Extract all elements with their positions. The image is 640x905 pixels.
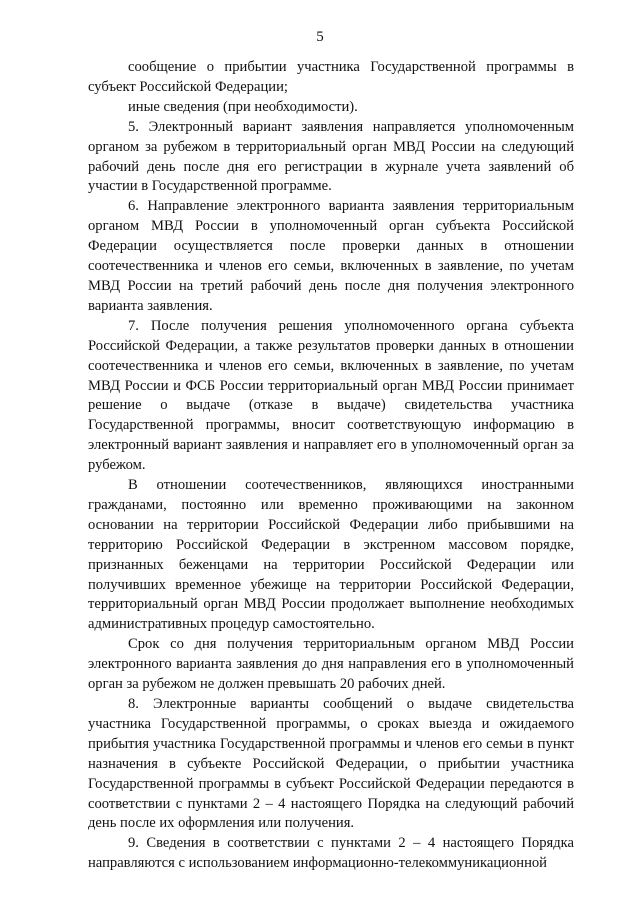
paragraph: 5. Электронный вариант заявления направляется уполномоченным органом за рубежом в территориальный орган МВД России на следующий рабочий день после дня его регистрации в журнале учета заявлений об участии в Государственной программе. [88, 118, 574, 195]
paragraph: иные сведения (при необходимости). [128, 98, 358, 115]
paragraph: 6. Направление электронного варианта заявления территориальным органом МВД России в уполномоченный орган субъекта Российской Федерации осуществляется после проверки данных в отношении соотечественника и членов его семьи, включенных в заявление, по учетам МВД России на третий рабочий день после дня получения электронного варианта заявления. [88, 198, 574, 314]
document-body [88, 58, 574, 874]
paragraph: сообщение о прибытии участника Государственной программы в субъект Российской Федерации; [88, 59, 574, 95]
paragraph: 7. После получения решения уполномоченного органа субъекта Российской Федерации, а также результатов проверки данных в отношении соотечественника и членов его семьи, включенных в заявление, по учетам МВД России и ФСБ России территориальный орган МВД России принимает решение о выдаче (отказе в выдаче) свидетельства участника Государственной программы, вносит соответствующую информацию в электронный вариант заявления и направляет его в уполномоченный орган за рубежом. [88, 317, 574, 474]
paragraph: В отношении соотечественников, являющихся иностранными гражданами, постоянно или временно проживающими на законном основании на территории Российской Федерации либо прибывшими на территорию Российской Федерации в экстренном массовом порядке, признанных беженцами на территории Российской Федерации или получивших временное убежище на территории Российской Федерации, территориальный орган МВД России продолжает выполнение необходимых административных процедур самостоятельно. [88, 477, 574, 633]
paragraph: 9. Сведения в соответствии с пунктами 2 – 4 настоящего Порядка направляются с использованием информационно-телекоммуникационной [88, 835, 574, 872]
paragraph: Срок со дня получения территориальным органом МВД России электронного варианта заявления до дня направления его в уполномоченный орган за рубежом не должен превышать 20 рабочих дней. [88, 636, 574, 693]
page-number: 5 [316, 29, 324, 45]
paragraph: 8. Электронные варианты сообщений о выдаче свидетельства участника Государственной программы, о сроках выезда и ожидаемого прибытия участника Государственной программы и членов его семьи в пункт назначения в субъекте Российской Федерации, о прибытии участника Государственной программы в субъект Российской Федерации передаются в соответствии с пунктами 2 – 4 настоящего Порядка на следующий рабочий день после их оформления или получения. [88, 696, 574, 832]
